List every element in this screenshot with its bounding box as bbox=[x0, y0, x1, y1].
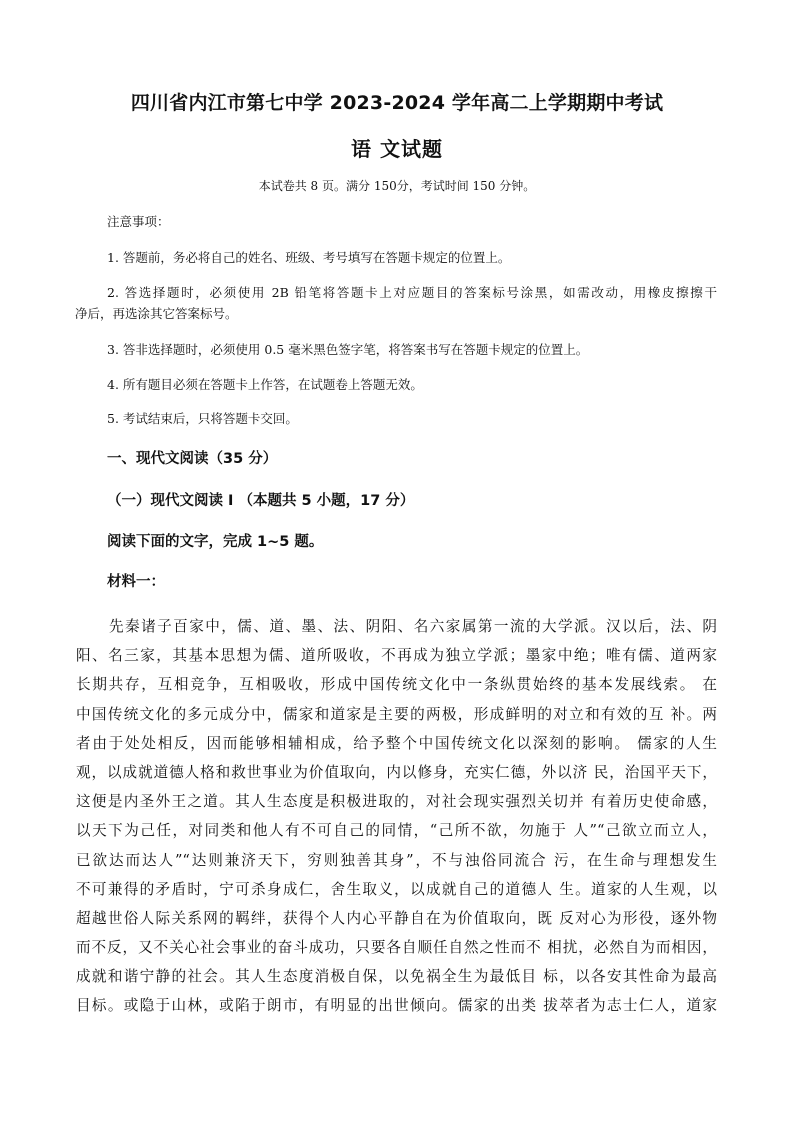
material-label: 材料一： bbox=[107, 574, 165, 590]
passage-line: 不可兼得的矛盾时，宁可杀身成仁，舍生取义，以成就自己的道德人 生。道家的人生观，以 bbox=[76, 880, 717, 898]
passage-line: 中国传统文化的多元成分中，儒家和道家是主要的两极，形成鲜明的对立和有效的互 补。两 bbox=[76, 705, 717, 723]
passage-line: 阳、名三家，其基本思想为儒、道所吸收，不再成为独立学派；墨家中绝；唯有儒、道两家 bbox=[76, 647, 717, 665]
note-item-continued: 净后，再选涂其它答案标号。 bbox=[75, 306, 238, 321]
note-item: 3. 答非选择题时，必须使用 0.5 毫米黑色签字笔，将答案书写在答题卡规定的位置上。 bbox=[107, 342, 589, 357]
passage-line: 目标。或隐于山林，或陷于朗市，有明显的出世倾向。儒家的出类 拔萃者为志士仁人，道家 bbox=[76, 997, 717, 1015]
subject-title: 语 文试题 bbox=[351, 137, 443, 161]
note-item: 4. 所有题目必须在答题卡上作答，在试题卷上答题无效。 bbox=[107, 377, 423, 392]
exam-title: 四川省内江市第七中学 2023-2024 学年高二上学期期中考试 bbox=[130, 92, 664, 114]
note-item: 1. 答题前，务必将自己的姓名、班级、考号填写在答题卡规定的位置上。 bbox=[107, 250, 511, 265]
passage-line: 成就和谐宁静的社会。其人生态度消极自保，以免祸全生为最低目 标，以各安其性命为最高 bbox=[76, 968, 717, 986]
passage-line: 长期共存，互相竞争，互相吸收，形成中国传统文化中一条纵贯始终的基本发展线索。 在 bbox=[76, 676, 717, 694]
subsection-title: （一）现代文阅读 I （本题共 5 小题，17 分） bbox=[107, 493, 415, 509]
exam-info: 本试卷共 8 页。满分 150分，考试时间 150 分钟。 bbox=[258, 179, 536, 193]
passage-line: 者由于处处相反，因而能够相辅相成，给予整个中国传统文化以深刻的影响。 儒家的人生 bbox=[76, 734, 717, 752]
section-title: 一、现代文阅读（35 分） bbox=[107, 451, 278, 467]
passage-line: 而不反，又不关心社会事业的奋斗成功，只要各自顺任自然之性而不 相扰，必然自为而相因， bbox=[76, 939, 717, 957]
passage-line: 超越世俗人际关系网的羁绊，获得个人内心平静自在为价值取向，既 反对心为形役，逐外物 bbox=[76, 909, 717, 927]
material-passage bbox=[76, 612, 717, 1021]
passage-line: 这便是内圣外王之道。其人生态度是积极进取的，对社会现实强烈关切并 有着历史使命感， bbox=[76, 793, 717, 811]
passage-line: 以天下为己任，对同类和他人有不可自己的同情，“己所不欲，勿施于 人”“己欲立而立人， bbox=[76, 822, 717, 840]
reading-instruction: 阅读下面的文字，完成 1~5 题。 bbox=[107, 534, 324, 550]
note-item: 5. 考试结束后，只将答题卡交回。 bbox=[107, 411, 298, 426]
note-item: 2. 答选择题时，必须使用 2B 铅笔将答题卡上对应题目的答案标号涂黑，如需改动，用橡皮擦擦干 bbox=[107, 285, 717, 300]
passage-line: 先秦诸子百家中，儒、道、墨、法、阴阳、名六家属第一流的大学派。汉以后，法、阴 bbox=[109, 618, 717, 635]
notes-heading: 注意事项： bbox=[107, 214, 170, 229]
passage-line: 已欲达而达人”“达则兼济天下，穷则独善其身”，不与浊俗同流合 污，在生命与理想发生 bbox=[76, 851, 717, 869]
passage-line: 观，以成就道德人格和救世事业为价值取向，内以修身，充实仁德，外以济 民，治国平天下， bbox=[76, 763, 717, 781]
